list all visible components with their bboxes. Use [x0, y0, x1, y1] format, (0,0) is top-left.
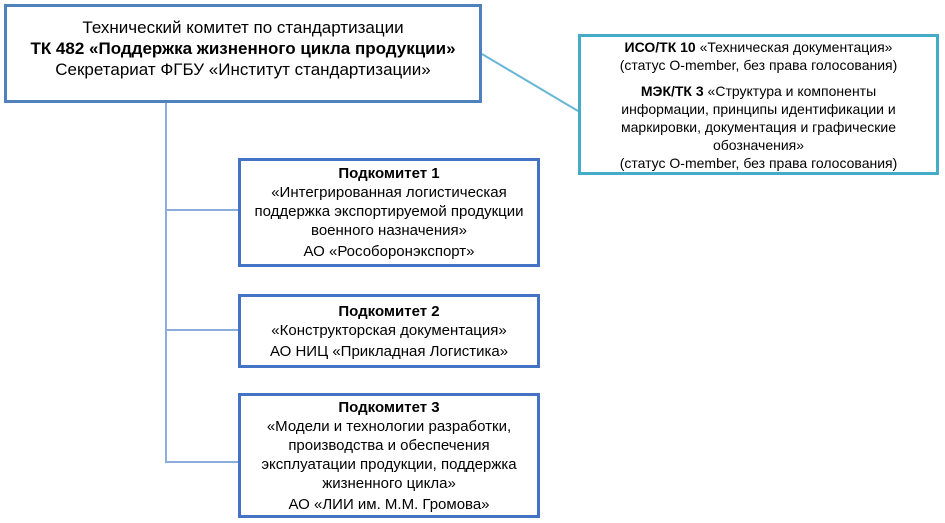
iso-tc10-status: (статус O-member, без права голосования): [619, 56, 898, 73]
iso-tc10-entry: [620, 38, 898, 74]
iec-tc3-title: «Структура и компоненты информации, принципы идентификации и маркировки, документация и графические обозначения»: [621, 82, 896, 153]
iec-tc3-code: МЭК/ТК 3: [640, 82, 704, 99]
subcommittee-1-scope: «Интегрированная логистическая поддержка экспортируемой продукции военного назначения»: [254, 184, 524, 239]
iso-tc10-code: ИСО/ТК 10: [624, 38, 696, 55]
committee-type-label: Технический комитет по стандартизации: [82, 18, 404, 37]
subcommittee-2-organization: АО НИЦ «Прикладная Логистика»: [269, 342, 509, 360]
root-committee-box: [4, 4, 482, 103]
iso-tc10-title-line: [620, 38, 898, 56]
connector-branch-subcommittee-3: [166, 461, 238, 463]
subcommittee-3-scope: «Модели и технологии разработки, производства и обеспечения эксплуатации продукции, поддержка жизненного цикла»: [261, 417, 517, 492]
subcommittee-2-title: Подкомитет 2: [338, 302, 440, 320]
connector-branch-subcommittee-1: [166, 209, 238, 211]
iec-tc3-title-line: [604, 82, 914, 154]
iec-tc3-entry: [604, 82, 914, 172]
international-committees-box: [578, 34, 939, 175]
subcommittee-1-box: [238, 158, 540, 267]
connector-trunk-vertical: [165, 103, 167, 463]
iso-tc10-title: «Техническая документация»: [695, 38, 893, 55]
iec-tc3-status: (статус O-member, без права голосования): [619, 154, 898, 171]
committee-name-label: ТК 482 «Поддержка жизненного цикла продукции»: [30, 39, 456, 58]
subcommittee-2-box: [238, 294, 540, 368]
connector-branch-subcommittee-2: [166, 329, 238, 331]
subcommittee-3-organization: АО «ЛИИ им. М.М. Громова»: [288, 495, 490, 513]
subcommittee-1-organization: АО «Рособоронэкспорт»: [303, 243, 475, 260]
subcommittee-2-scope: «Конструкторская документация»: [271, 321, 507, 339]
committee-secretariat-label: Секретариат ФГБУ «Институт стандартизации»: [55, 60, 431, 79]
subcommittee-3-box: [238, 393, 540, 518]
subcommittee-1-title: Подкомитет 1: [338, 165, 440, 182]
subcommittee-3-title: Подкомитет 3: [338, 398, 440, 416]
